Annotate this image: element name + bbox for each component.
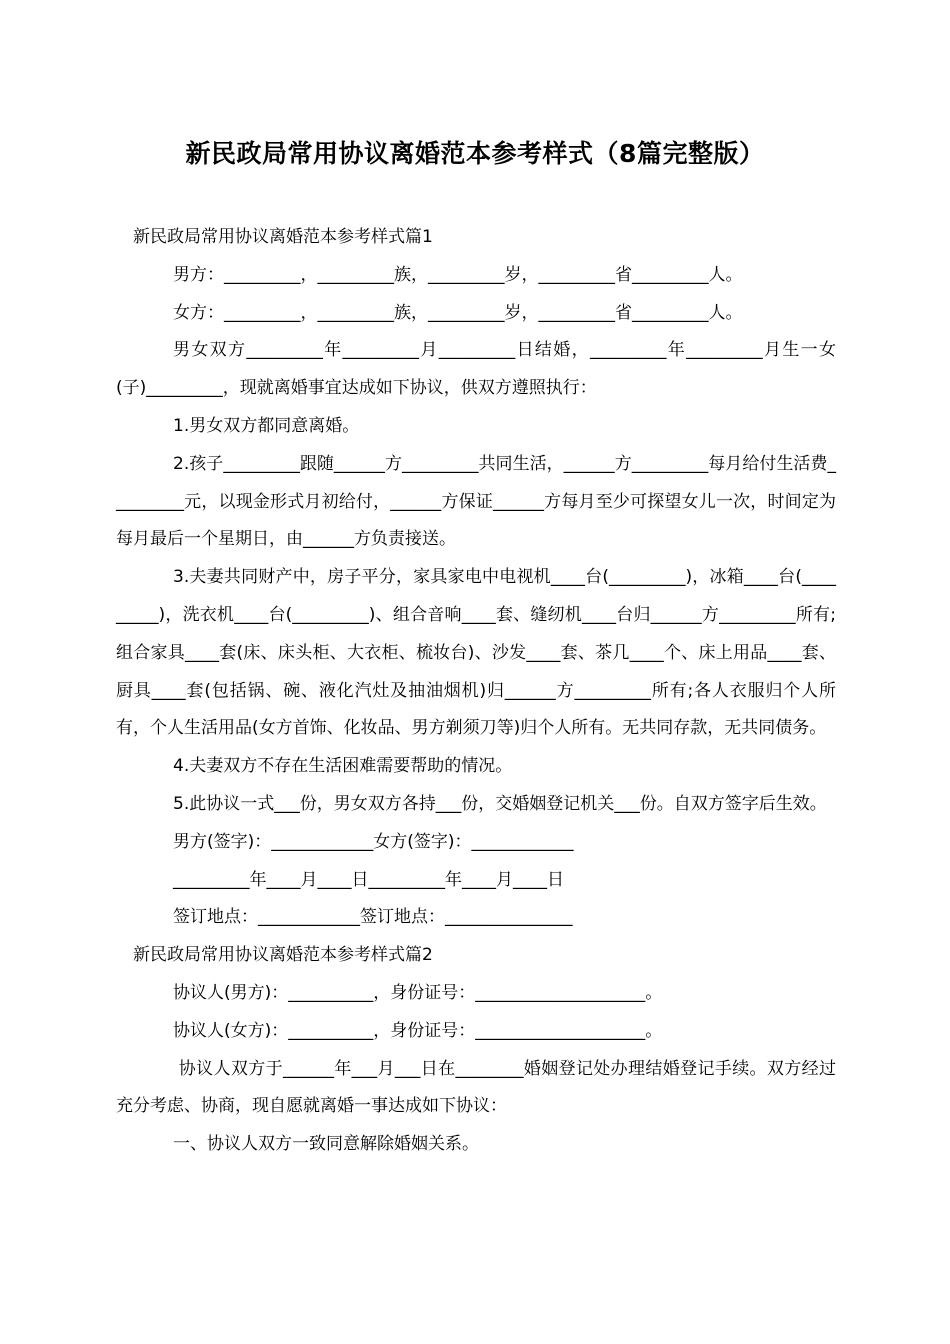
clause-1: 1.男女双方都同意离婚。 [173, 415, 360, 436]
paragraph-male-info: 男方：_________，_________族，_________岁，_________省_________人。 [173, 264, 743, 285]
clause-2: 2.孩子_________跟随______方_________共同生活，______方_________每月给付生活费_________元，以现金形式月初给付，______方保证______方每月至少可探望女儿一次，时间定为每月最后一个星期日，由______方负责接送。 [116, 453, 836, 550]
paragraph-female-info: 女方：_________，_________族，_________岁，_________省_________人。 [173, 302, 743, 323]
section-heading-2: 新民政局常用协议离婚范本参考样式篇2 [133, 945, 433, 966]
clause-5: 5.此协议一式___份，男女双方各持___份，交婚姻登记机关___份。自双方签字后生效。 [173, 793, 827, 814]
party-female-line: 协议人(女方)：__________，身份证号：____________________。 [173, 1020, 663, 1041]
document-body [116, 219, 836, 1164]
section-heading-1: 新民政局常用协议离婚范本参考样式篇1 [133, 227, 433, 247]
location-line: 签订地点：____________签订地点：_______________ [173, 907, 573, 928]
party-male-line: 协议人(男方)：__________，身份证号：____________________。 [173, 982, 663, 1003]
article-1: 一、协议人双方一致同意解除婚姻关系。 [173, 1134, 479, 1155]
clause-3: 3.夫妻共同财产中，房子平分，家具家电中电视机____台(_________)，冰箱____台(_________)，洗衣机____台(_________)、组合音响____套、缝纫机____台归______方_________所有;组合家具____套(床、床头柜、大衣柜、梳妆台)、沙发____套、茶几____个、床上用品____套、厨具____套(包括锅、碗、液化汽灶及抽油烟机)归______方_________所有;各人衣服归个人所有，个人生活用品(女方首饰、化妆品、男方剃须刀等)归个人所有。无共同存款，无共同债务。 [116, 567, 836, 739]
document-title: 新民政局常用协议离婚范本参考样式（8篇完整版） [185, 139, 765, 168]
paragraph-marriage-info: 男女双方_________年_________月_________日结婚，_________年_________月生一女(子)_________，现就离婚事宜达成如下协议，供双方遵照执行： [116, 340, 836, 399]
signature-line: 男方(签字)：____________女方(签字)：____________ [173, 831, 574, 852]
date-line: _________年____月____日_________年____月____日 [173, 869, 564, 890]
clause-4: 4.夫妻双方不存在生活困难需要帮助的情况。 [173, 756, 513, 777]
paragraph-registration: 协议人双方于______年___月___日在________婚姻登记处办理结婚登记手续。双方经过充分考虑、协商，现自愿就离婚一事达成如下协议： [116, 1058, 837, 1117]
